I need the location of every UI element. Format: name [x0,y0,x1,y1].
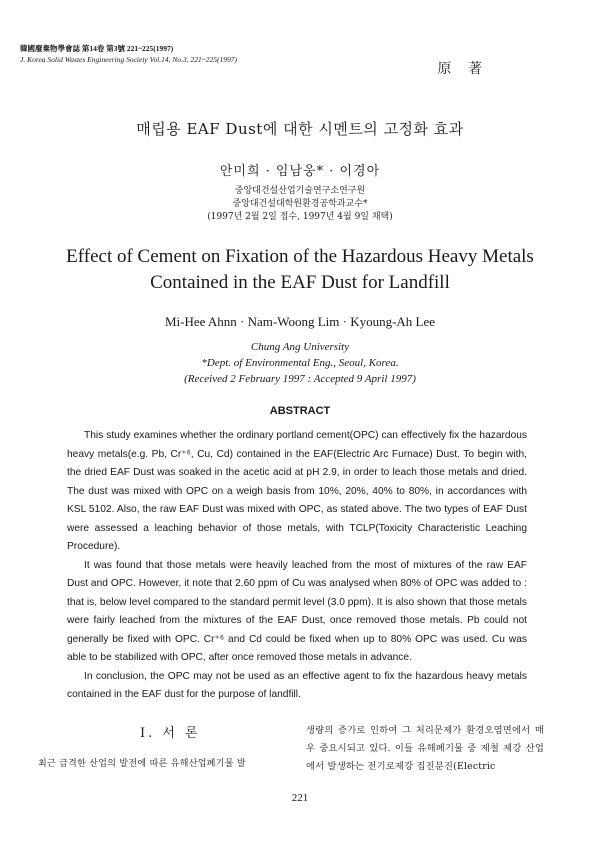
korean-title: 매립용 EAF Dust에 대한 시멘트의 고정화 효과 [136,120,464,138]
english-affiliation-block [0,339,600,387]
korean-affiliation-block [0,185,600,224]
abstract-body [67,427,527,705]
page-number: 221 [291,792,309,804]
korean-received-date: (1997년 2월 2일 접수, 1997년 4월 9일 채택) [207,212,393,222]
english-title-line-2: Contained in the EAF Dust for Landfill [150,272,450,293]
english-authors: Mi-Hee Ahnn · Nam-Woong Lim · Kyoung-Ah Lee [164,314,436,329]
journal-english-line: J. Korea Solid Wastes Engineering Society Vol.14, No.3, 221~225(1997) [20,55,238,64]
intro-right-column-text: 생량의 증가로 인하여 그 처리문제가 환경오염면에서 매우 중요시되고 있다. 이들 유해폐기물 중 제철 제강 산업에서 발생하는 전기로제강 집진분진(Electric [306,725,544,772]
korean-authors: 안미희 · 임남웅* · 이경아 [219,164,381,179]
english-affiliation-1: Chung Ang University [250,341,350,353]
journal-header [20,43,237,65]
abstract-paragraph-3: In conclusion, the OPC may not be used as an effective agent to fix the hazardous heavy metals contained in the EAF dust for the purpose of landfill. [67,670,527,700]
article-type-tag: 原 著 [437,61,488,77]
english-title-line-1: Effect of Cement on Fixation of the Hazardous Heavy Metals [66,246,534,267]
intro-left-column-text: 최근 급격한 산업의 발전에 따른 유해산업폐기물 발 [38,759,246,769]
english-title [0,244,600,296]
journal-korean-line: 韓國廢棄物學會誌 第14卷 第3號 221~225(1997) [20,44,174,53]
abstract-heading: ABSTRACT [269,405,331,417]
english-received-date: (Received 2 February 1997 : Accepted 9 April 1997) [184,373,416,385]
section-heading-introduction: Ⅰ. 서 론 [140,726,201,741]
abstract-paragraph-2: It was found that those metals were heavily leached from the most of mixtures of the raw EAF Dust and OPC. However, it note that 2.60 ppm of Cu was analysed when 80% of OPC was added to : that is, below level compared to the standard permit level (3.0 ppm). It is also shown that those metals were fairly leached from the mixtures of the EAF Dust, once removed those metals. Pb could not generally be fixed with OPC. Cr⁺⁶ and Cd could be fixed when up to 80% OPC was used. Cu was able to be stabilized with OPC, after once removed those metals in advance. [67,559,527,663]
abstract-paragraph-1: This study examines whether the ordinary portland cement(OPC) can effectively fix the hazardous heavy metals(e.g. Pb, Cr⁺⁶, Cu, Cd) contained in the EAF(Electric Arc Furnace) Dust. To begin with, the dried EAF Dust was soaked in the acetic acid at pH 2.9, in order to leach those metals and dried. The dust was mixed with OPC on a weigh basis from 10%, 20%, 40% to 80%, in accordances with KSL 5102. Also, the raw EAF Dust was mixed with OPC, as stated above. The two types of EAF Dust were assessed a leaching behavior of those metals, with TCLP(Toxicity Characteristic Leaching Procedure). [67,430,527,552]
english-affiliation-2: *Dept. of Environmental Eng., Seoul, Korea. [201,357,399,369]
korean-affiliation-1: 중앙대건설산업기술연구소연구원 [234,186,366,196]
korean-affiliation-2: 중앙대건설대학원환경공학과교수* [232,199,368,209]
